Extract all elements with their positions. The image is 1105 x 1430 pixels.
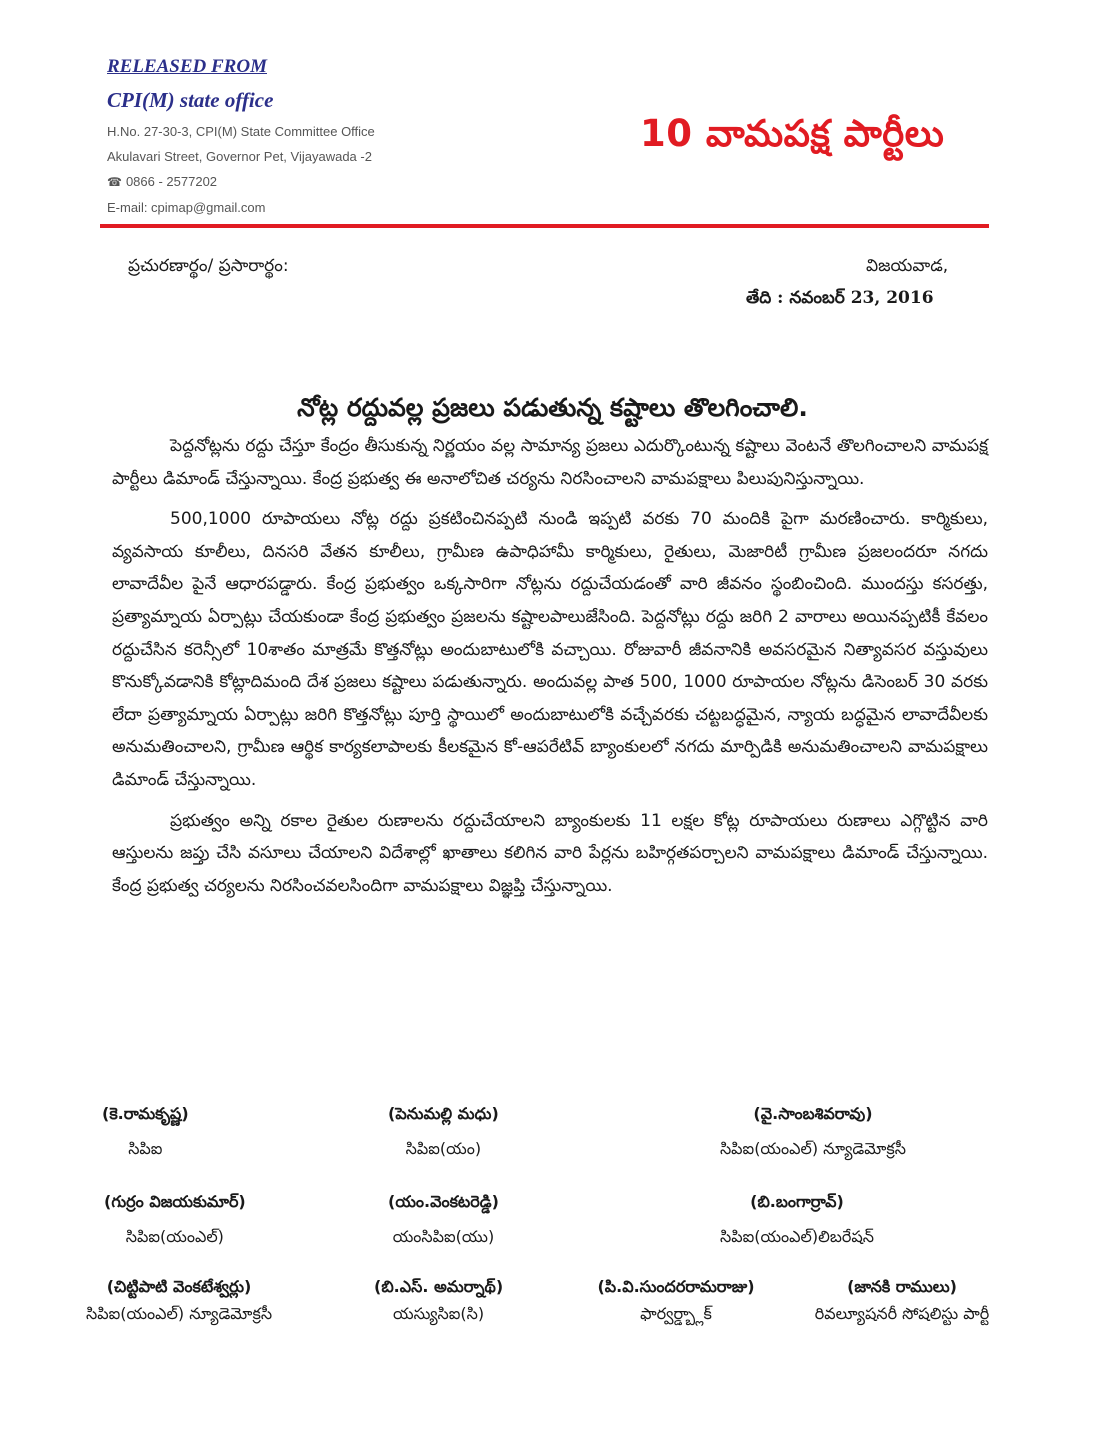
signatory-party: సిపిఐ(యంఎల్) న్యూడెమోక్రసీ (719, 1139, 907, 1158)
signatory-party: సిపిఐ(యం) (405, 1139, 482, 1158)
office-name: CPI(M) state office (107, 88, 274, 112)
signatory-party: సిపిఐ(యంఎల్) న్యూడెమోక్రసీ (86, 1304, 273, 1323)
signatory (86, 1277, 272, 1327)
signatory-name: (పెనుమల్లి మధు) (388, 1104, 499, 1123)
signatory-name: (కె.రామకృష్ణ) (102, 1104, 189, 1123)
org-title: 10 వామపక్ష పార్టీలు (640, 112, 945, 155)
signatory-party: సిపిఐ(యంఎల్) (125, 1227, 224, 1246)
signatory-name: (గుర్రం విజయకుమార్) (104, 1192, 246, 1211)
address-line-1: H.No. 27-30-3, CPI(M) State Committee Office (107, 124, 375, 139)
header-divider (100, 224, 989, 228)
address-line-2: Akulavari Street, Governor Pet, Vijayawada -2 (107, 149, 372, 164)
signatory-party: యస్యుసిఐ(సి) (393, 1304, 485, 1323)
email-line: E-mail: cpimap@gmail.com (107, 200, 266, 215)
signatory-name: (పి.వి.సుందరరామరాజు) (597, 1277, 755, 1296)
date: తేది : నవంబర్ 23, 2016 (746, 288, 934, 308)
phone-icon: ☎ (107, 175, 122, 189)
signatory (388, 1104, 499, 1162)
signatory-name: (జానకి రాములు) (847, 1277, 957, 1296)
signatory (104, 1192, 246, 1250)
signatory-party: యంసిపిఐ(యు) (392, 1227, 495, 1246)
signatory (572, 1277, 780, 1327)
signatory (782, 1277, 1022, 1327)
paragraph: 500,1000 రూపాయలు నోట్ల రద్దు ప్రకటించినప్పటి నుండి ఇప్పటి వరకు 70 మందికి పైగా మరణించారు. కార్మికులు, వ్యవసాయ కూలీలు, దినసరి వేతన కూలీలు, గ్రామీణ ఉపాధిహామీ కార్మికులు, రైతులు, మెజారిటీ గ్రామీణ ప్రజలందరూ నగదు లావాదేవీల పైనే ఆధారపడ్డారు. కేంద్ర ప్రభుత్వం ఒక్కసారిగా నోట్లను రద్దుచేయడంతో వారి జీవనం స్థంబించింది. ముందస్తు కసరత్తు, ప్రత్యామ్నాయ ఏర్పాట్లు చేయకుండా కేంద్ర ప్రభుత్వం ప్రజలను కష్టాలపాలుజేసింది. పెద్దనోట్లు రద్దు జరిగి 2 వారాలు అయినప్పటికీ కేవలం రద్దుచేసిన కరెన్సీలో 10శాతం మాత్రమే కొత్తనోట్లు అందుబాటులోకి వచ్చాయి. రోజువారీ జీవనానికి అవసరమైన నిత్యావసర వస్తువులు కొనుక్కోవడానికి కోట్లాదిమంది దేశ ప్రజలు కష్టాలు పడుతున్నారు. అందువల్ల పాత 500, 1000 రూపాయల నోట్లను డిసెంబర్ 30 వరకు లేదా ప్రత్యామ్నాయ ఏర్పాట్లు జరిగి కొత్తనోట్లు పూర్తి స్థాయిలో అందుబాటులోకి వచ్చేవరకు చట్టబద్ధమైన, న్యాయ బద్ధమైన లావాదేవీలకు అనుమతించాలని, గ్రామీణ ఆర్థిక కార్యకలాపాలకు కీలకమైన కో-ఆపరేటివ్ బ్యాంకులలో నగదు మార్పిడికి అనుమతించాలని వామపక్షాలు డిమాండ్ చేస్తున్నాయి. (112, 509, 988, 790)
signatory-party: సిపిఐ (128, 1139, 163, 1158)
release-label: ప్రచురణార్థం/ ప్రసారార్థం: (128, 256, 289, 276)
signatory (672, 1192, 922, 1250)
signatory-name: (చిట్టిపాటి వెంకటేశ్వర్లు) (106, 1277, 252, 1296)
paragraph: ప్రభుత్వం అన్ని రకాల రైతుల రుణాలను రద్దుచేయాలని బ్యాంకులకు 11 లక్షల కోట్ల రూపాయలు రుణాలు ఎగ్గొట్టిన వారి ఆస్తులను జప్తు చేసి వసూలు చేయాలని విదేశాల్లో ఖాతాలు కలిగిన వారి పేర్లను బహిర్గతపర్చాలని వామపక్షాలు డిమాండ్ చేస్తున్నాయి. కేంద్ర ప్రభుత్వ చర్యలను నిరసించవలసిందిగా వామపక్షాలు విజ్ఞప్తి చేస్తున్నాయి. (112, 810, 988, 896)
signatory-party: సిపిఐ(యంఎల్)లిబరేషన్ (720, 1227, 874, 1246)
place: విజయవాడ, (866, 256, 949, 276)
signatory-name: (యం.వెంకటరెడ్డి) (388, 1192, 499, 1211)
signatory-party: రివల్యూషనరీ సోషలిస్టు పార్టీ (814, 1304, 990, 1323)
signatory (658, 1104, 968, 1162)
signatory (374, 1277, 503, 1327)
headline: నోట్ల రద్దువల్ల ప్రజలు పడుతున్న కష్టాలు తొలగించాలి. (297, 393, 808, 422)
signatory-name: (బి.బంగార్రావ్) (750, 1192, 844, 1211)
paragraph: పెద్దనోట్లను రద్దు చేస్తూ కేంద్రం తీసుకున్న నిర్ణయం వల్ల సామాన్య ప్రజలు ఎదుర్కొంటున్న కష్టాలు వెంటనే తొలగించాలని వామపక్ష పార్టీలు డిమాండ్ చేస్తున్నాయి. కేంద్ర ప్రభుత్వ ఈ అనాలోచిత చర్యను నిరసించాలని వామపక్షాలు పిలుపునిస్తున్నాయి. (112, 436, 988, 489)
phone-number: 0866 - 2577202 (125, 174, 218, 189)
phone-line (107, 174, 217, 189)
body-text (112, 430, 988, 910)
signatory (388, 1192, 499, 1250)
released-from-heading: RELEASED FROM (107, 56, 267, 77)
signatory-name: (వై.సాంబశివరావు) (753, 1104, 873, 1123)
signatory-name: (బి.ఎస్. అమర్నాథ్) (374, 1277, 504, 1296)
signatory-party: ఫార్వర్డ్బ్లాక్ (640, 1304, 712, 1323)
signatory (102, 1104, 189, 1162)
